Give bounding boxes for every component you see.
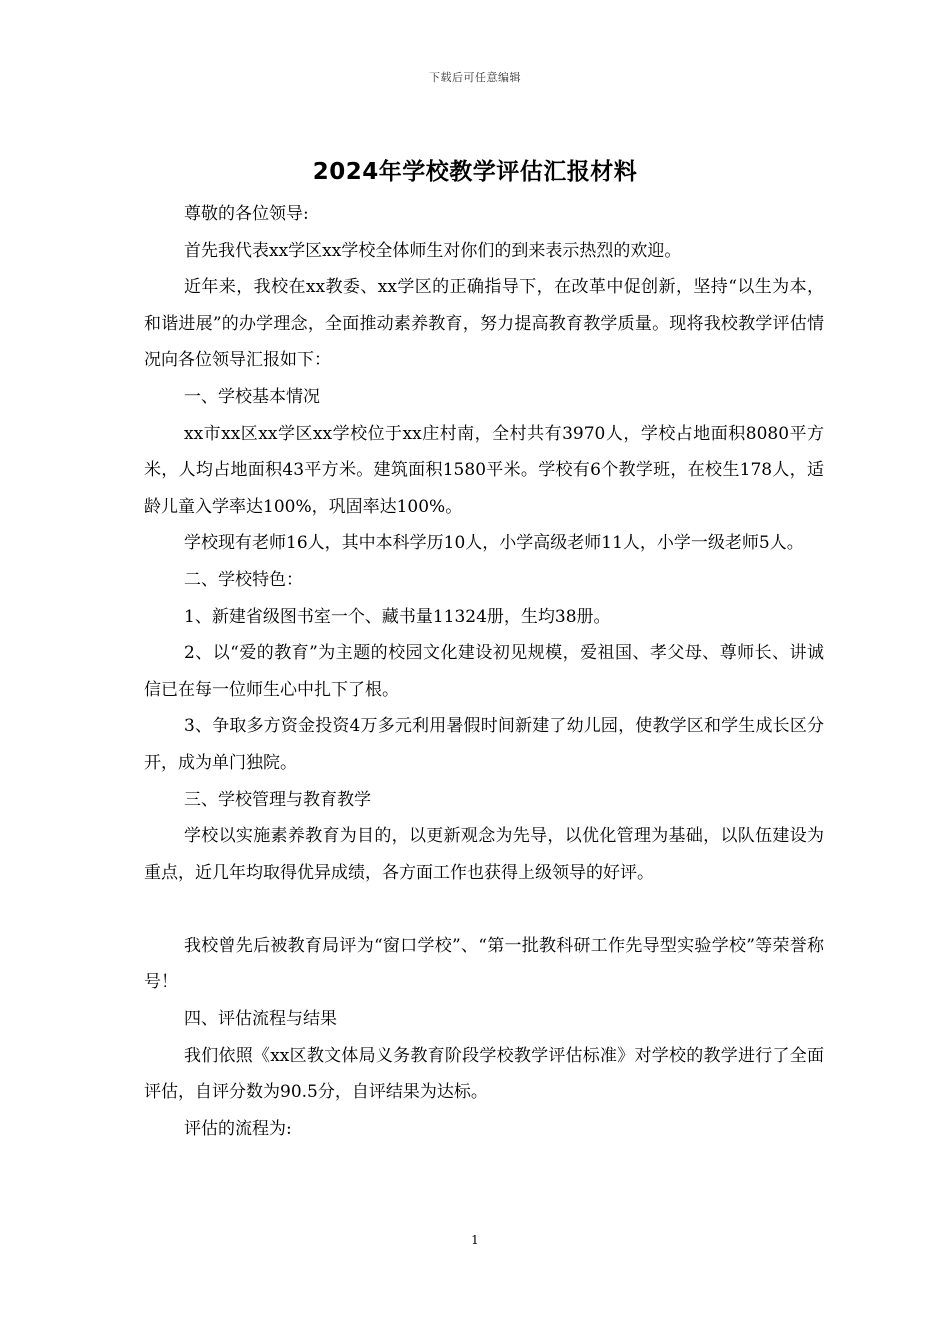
paragraph-intro: 近年来，我校在xx教委、xx学区的正确指导下，在改革中促创新，坚持“以生为本，和谐进展”的办学理念，全面推动素养教育，努力提高教育教学质量。现将我校教学评估情况向各位领导汇报如下：: [144, 277, 824, 371]
paragraph-school-location: xx市xx区xx学区xx学校位于xx庄村南，全村共有3970人，学校占地面积8080平方米，人均占地面积43平方米。建筑面积1580平米。学校有6个教学班，在校生178人，适龄儿童入学率达100%，巩固率达100%。: [144, 423, 824, 517]
section-heading-basic-info: 一、学校基本情况: [184, 386, 320, 407]
paragraph-welcome: 首先我代表xx学区xx学校全体师生对你们的到来表示热烈的欢迎。: [184, 240, 682, 261]
paragraph-feature-kindergarten: 3、争取多方资金投资4万多元利用暑假时间新建了幼儿园，使教学区和学生成长区分开，成为单门独院。: [144, 716, 824, 773]
paragraph-evaluation-process: 评估的流程为:: [184, 1118, 292, 1139]
paragraph-honors: 我校曾先后被教育局评为“窗口学校”、“第一批教科研工作先导型实验学校”等荣誉称号！: [144, 935, 824, 993]
paragraph-feature-library: 1、新建省级图书室一个、藏书量11324册，生均38册。: [184, 606, 611, 627]
section-heading-features: 二、学校特色：: [184, 569, 303, 590]
section-heading-management: 三、学校管理与教育教学: [184, 789, 371, 810]
header-note: 下载后可任意编辑: [429, 71, 521, 84]
paragraph-salutation: 尊敬的各位领导:: [184, 204, 309, 224]
paragraph-feature-culture: 2、以“爱的教育”为主题的校园文化建设初见规模，爱祖国、孝父母、尊师长、讲诚信已在每一位师生心中扎下了根。: [144, 643, 824, 700]
page-number: 1: [471, 1233, 479, 1247]
paragraph-teachers: 学校现有老师16人，其中本科学历10人，小学高级老师11人，小学一级老师5人。: [184, 533, 804, 554]
document-title: 2024年学校教学评估汇报材料: [312, 159, 638, 185]
document-body: [144, 196, 824, 1147]
paragraph-evaluation-result: 我们依照《xx区教文体局义务教育阶段学校教学评估标准》对学校的教学进行了全面评估，自评分数为90.5分，自评结果为达标。: [144, 1045, 824, 1103]
paragraph-management: 学校以实施素养教育为目的，以更新观念为先导，以优化管理为基础，以队伍建设为重点，近几年均取得优异成绩，各方面工作也获得上级领导的好评。: [144, 826, 824, 883]
section-heading-evaluation: 四、评估流程与结果: [184, 1009, 337, 1030]
blank-line: [144, 891, 824, 928]
